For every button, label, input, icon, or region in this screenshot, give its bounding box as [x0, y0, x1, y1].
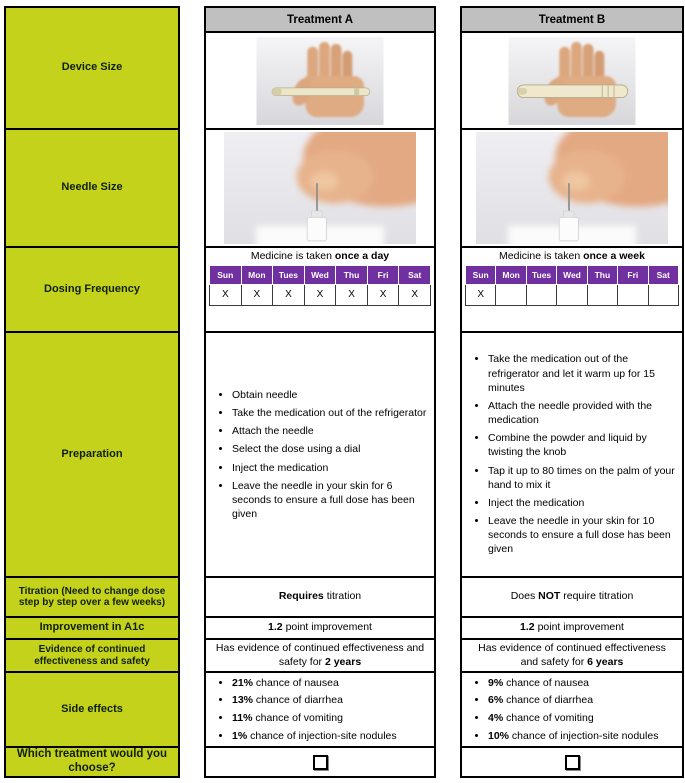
calendar-day-header: Mon — [496, 265, 526, 284]
calendar-day-header: Mon — [241, 265, 273, 284]
label-choice-question — [6, 746, 178, 776]
label-text: Dosing Frequency — [44, 282, 140, 295]
dosing-calendar — [209, 265, 431, 306]
calendar-mark-cell: X — [399, 284, 431, 305]
calendar-mark-cell: X — [273, 284, 305, 305]
label-text: Which treatment would you choose? — [16, 748, 168, 774]
side-effect-item: • 10% chance of injection-site nodules — [488, 730, 678, 743]
treatment-a-titration-cell — [206, 576, 434, 616]
calendar-day-header: Thu — [587, 265, 617, 284]
label-needle-size — [6, 128, 178, 246]
needle-size-photo — [223, 132, 417, 244]
calendar-day-header: Sat — [648, 265, 678, 284]
preparation-step: • Inject the medication — [232, 461, 430, 475]
calendar-mark-cell — [557, 284, 587, 305]
treatment-a-dosing-cell — [206, 246, 434, 331]
calendar-mark-cell — [526, 284, 556, 305]
side-effect-item: • 1% chance of injection-site nodules — [232, 730, 430, 743]
dosing-text: Medicine is taken once a week — [499, 250, 645, 262]
label-titration — [6, 576, 178, 616]
side-effect-item: • 6% chance of diarrhea — [488, 694, 678, 707]
label-improvement-a1c — [6, 616, 178, 638]
calendar-mark-cell: X — [304, 284, 336, 305]
treatment-b-side-effects-cell — [462, 671, 682, 746]
dosing-text: Medicine is taken once a day — [250, 250, 390, 262]
calendar-day-header: Fri — [367, 265, 399, 284]
calendar-day-header: Sun — [210, 265, 242, 284]
label-device-size — [6, 8, 178, 128]
preparation-step: • Select the dose using a dial — [232, 442, 430, 456]
calendar-day-header: Thu — [336, 265, 368, 284]
calendar-day-header: Wed — [557, 265, 587, 284]
treatment-b-evidence-cell — [462, 638, 682, 671]
calendar-mark-cell — [648, 284, 678, 305]
preparation-step: • Take the medication out of the refrigerator — [232, 406, 430, 420]
side-effect-item: • 13% chance of diarrhea — [232, 694, 430, 707]
calendar-mark-cell — [496, 284, 526, 305]
side-effect-item: • 21% chance of nausea — [232, 677, 430, 690]
treatment-b-device-photo-cell — [462, 31, 682, 128]
preparation-step: • Attach the needle — [232, 424, 430, 438]
preparation-step: • Combine the powder and liquid by twisting the knob — [488, 431, 678, 459]
label-dosing-frequency — [6, 246, 178, 331]
treatment-b-header: Treatment B — [462, 8, 682, 31]
preparation-step: • Attach the needle provided with the medication — [488, 399, 678, 427]
treatment-a-side-effects-cell — [206, 671, 434, 746]
treatment-a-choice-checkbox[interactable] — [313, 755, 328, 770]
preparation-list — [206, 384, 434, 525]
side-effect-item: • 11% chance of vomiting — [232, 712, 430, 725]
treatment-b-dosing-cell — [462, 246, 682, 331]
side-effect-item: • 9% chance of nausea — [488, 677, 678, 690]
treatment-b-needle-photo-cell — [462, 128, 682, 246]
hand-with-pen-photo — [508, 37, 636, 125]
dosing-calendar — [465, 265, 679, 306]
calendar-mark-cell: X — [466, 284, 496, 305]
label-side-effects — [6, 671, 178, 746]
preparation-step: • Inject the medication — [488, 496, 678, 510]
label-text: Evidence of continued effectiveness and safety — [34, 644, 150, 667]
treatment-a-choice-cell — [206, 746, 434, 776]
label-text: Titration (Need to change dose step by step over a few weeks) — [18, 585, 166, 608]
side-effects-list — [206, 672, 434, 746]
evidence-text: Has evidence of continued effectiveness and safety for 2 years — [215, 642, 425, 668]
treatment-a-column — [204, 6, 436, 778]
calendar-day-header: Sun — [466, 265, 496, 284]
label-text: Improvement in A1c — [39, 621, 145, 634]
label-text: Device Size — [61, 61, 123, 74]
treatment-a-preparation-cell — [206, 331, 434, 576]
preparation-step: • Leave the needle in your skin for 10 seconds to ensure a full dose has been given — [488, 514, 678, 557]
treatment-a-needle-photo-cell — [206, 128, 434, 246]
treatment-b-choice-checkbox[interactable] — [565, 755, 580, 770]
preparation-list — [462, 348, 682, 560]
needle-size-photo — [475, 132, 669, 244]
treatment-b-titration-cell — [462, 576, 682, 616]
attributes-column — [4, 6, 180, 778]
treatment-b-improvement-cell — [462, 616, 682, 638]
preparation-step: • Leave the needle in your skin for 6 seconds to ensure a full dose has been given — [232, 479, 430, 522]
treatment-a-device-photo-cell — [206, 31, 434, 128]
calendar-mark-cell: X — [336, 284, 368, 305]
calendar-day-header: Wed — [304, 265, 336, 284]
label-text: Preparation — [61, 447, 123, 460]
side-effects-list — [462, 672, 682, 746]
treatment-a-improvement-cell — [206, 616, 434, 638]
calendar-mark-cell: X — [241, 284, 273, 305]
calendar-day-header: Sat — [399, 265, 431, 284]
preparation-step: • Tap it up to 80 times on the palm of your hand to mix it — [488, 464, 678, 492]
calendar-day-header: Tues — [526, 265, 556, 284]
treatment-a-evidence-cell — [206, 638, 434, 671]
preparation-step: • Obtain needle — [232, 388, 430, 402]
calendar-day-header: Fri — [618, 265, 648, 284]
calendar-mark-cell: X — [210, 284, 242, 305]
treatment-b-choice-cell — [462, 746, 682, 776]
label-text: Needle Size — [61, 181, 123, 194]
label-evidence — [6, 638, 178, 671]
titration-text: Requires titration — [278, 590, 362, 603]
evidence-text: Has evidence of continued effectiveness and safety for 6 years — [478, 642, 666, 668]
side-effect-item: • 4% chance of vomiting — [488, 712, 678, 725]
calendar-mark-cell: X — [367, 284, 399, 305]
calendar-day-header: Tues — [273, 265, 305, 284]
preparation-step: • Take the medication out of the refrigerator and let it warm up for 15 minutes — [488, 352, 678, 395]
treatment-a-header: Treatment A — [206, 8, 434, 31]
titration-text: Does NOT require titration — [510, 590, 634, 603]
label-text: Side effects — [61, 702, 123, 715]
hand-with-pen-photo — [256, 37, 384, 125]
label-preparation — [6, 331, 178, 576]
calendar-mark-cell — [587, 284, 617, 305]
improvement-text: 1.2 point improvement — [520, 621, 624, 634]
calendar-mark-cell — [618, 284, 648, 305]
treatment-b-column — [460, 6, 684, 778]
treatment-b-preparation-cell — [462, 331, 682, 576]
improvement-text: 1.2 point improvement — [268, 621, 372, 634]
